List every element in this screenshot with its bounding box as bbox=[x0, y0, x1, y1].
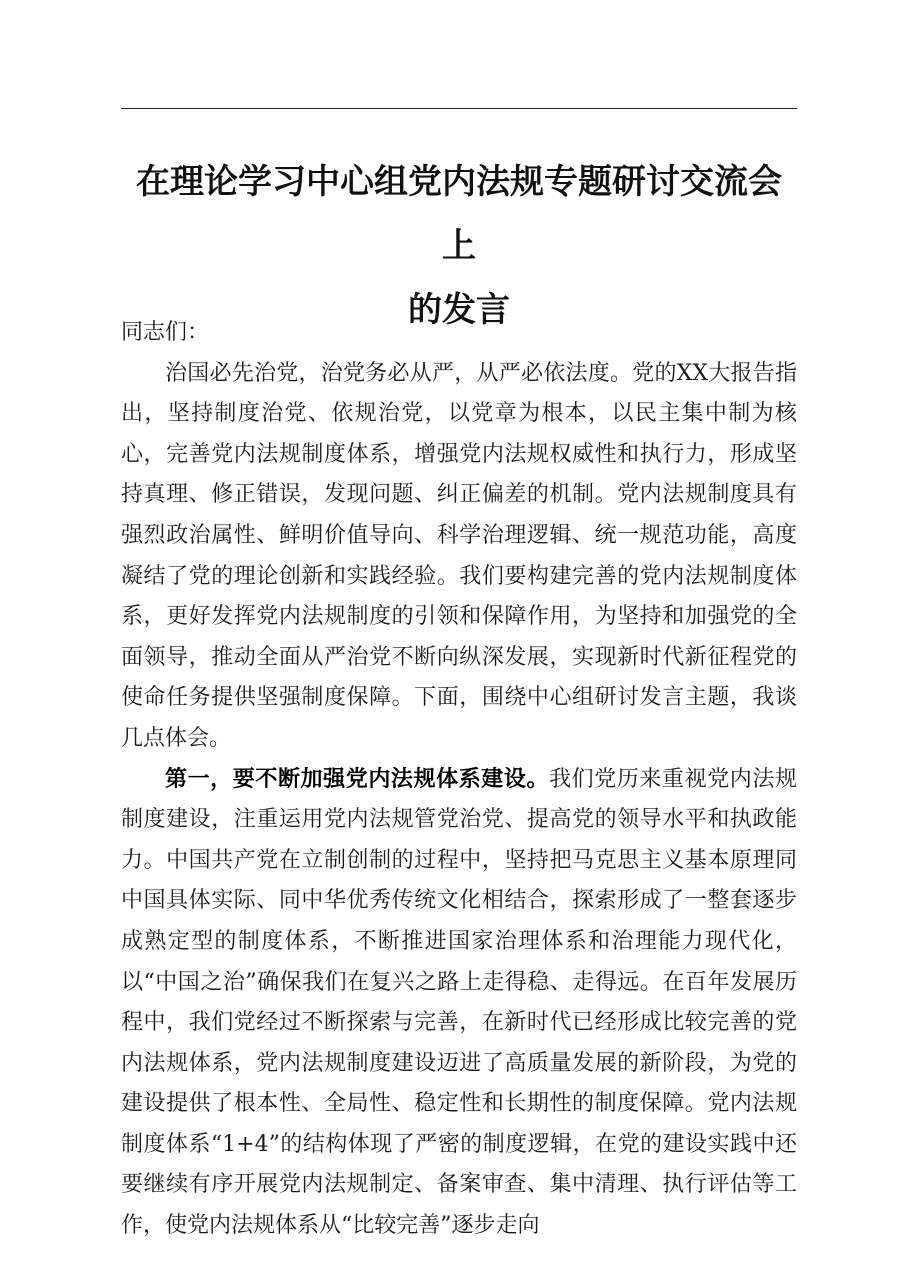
document-body bbox=[121, 313, 797, 1247]
paragraph-intro bbox=[121, 354, 797, 760]
salutation: 同志们： bbox=[121, 320, 210, 345]
paragraph-point-1-heading: 第一，要不断加强党内法规体系建设。 bbox=[165, 766, 550, 792]
title-line-2: 的发言 bbox=[408, 290, 510, 330]
paragraph-point-1-text: 我们党历来重视党内法规制度建设，注重运用党内法规管党治党、提高党的领导水平和执政能力。中国共产党在立制创制的过程中，坚持把马克思主义基本原理同中国具体实际、同中华优秀传统文化相结合，探索形成了一整套逐步成熟定型的制度体系，不断推进国家治理体系和治理能力现代化，以“中国之治”确保我们在复兴之路上走得稳、走得远。在百年发展历程中，我们党经过不断探索与完善，在新时代已经形成比较完善的党内法规体系，党内法规制度建设迈进了高质量发展的新阶段，为党的建设提供了根本性、全局性、稳定性和长期性的制度保障。党内法规制度体系“1+4”的结构体现了严密的制度逻辑，在党的建设实践中还要继续有序开展党内法规制定、备案审查、集中清理、执行评估等工作，使党内法规体系从“比较完善”逐步走向 bbox=[121, 766, 797, 1239]
paragraph-intro-text: 治国必先治党，治党务必从严，从严必依法度。党的XX大报告指出，坚持制度治党、依规治党，以党章为根本，以民主集中制为核心，完善党内法规制度体系，增强党内法规权威性和执行力，形成坚持真理、修正错误，发现问题、纠正偏差的机制。党内法规制度具有强烈政治属性、鲜明价值导向、科学治理逻辑、统一规范功能，高度凝结了党的理论创新和实践经验。我们要构建完善的党内法规制度体系，更好发挥党内法规制度的引领和保障作用，为坚持和加强党的全面领导，推动全面从严治党不断向纵深发展，实现新时代新征程党的使命任务提供坚强制度保障。下面，围绕中心组研讨发言主题，我谈几点体会。 bbox=[121, 360, 797, 751]
paragraph-point-1 bbox=[121, 760, 797, 1247]
header-rule bbox=[121, 108, 797, 109]
title-line-1: 在理论学习中心组党内法规专题研讨交流会上 bbox=[136, 162, 782, 266]
